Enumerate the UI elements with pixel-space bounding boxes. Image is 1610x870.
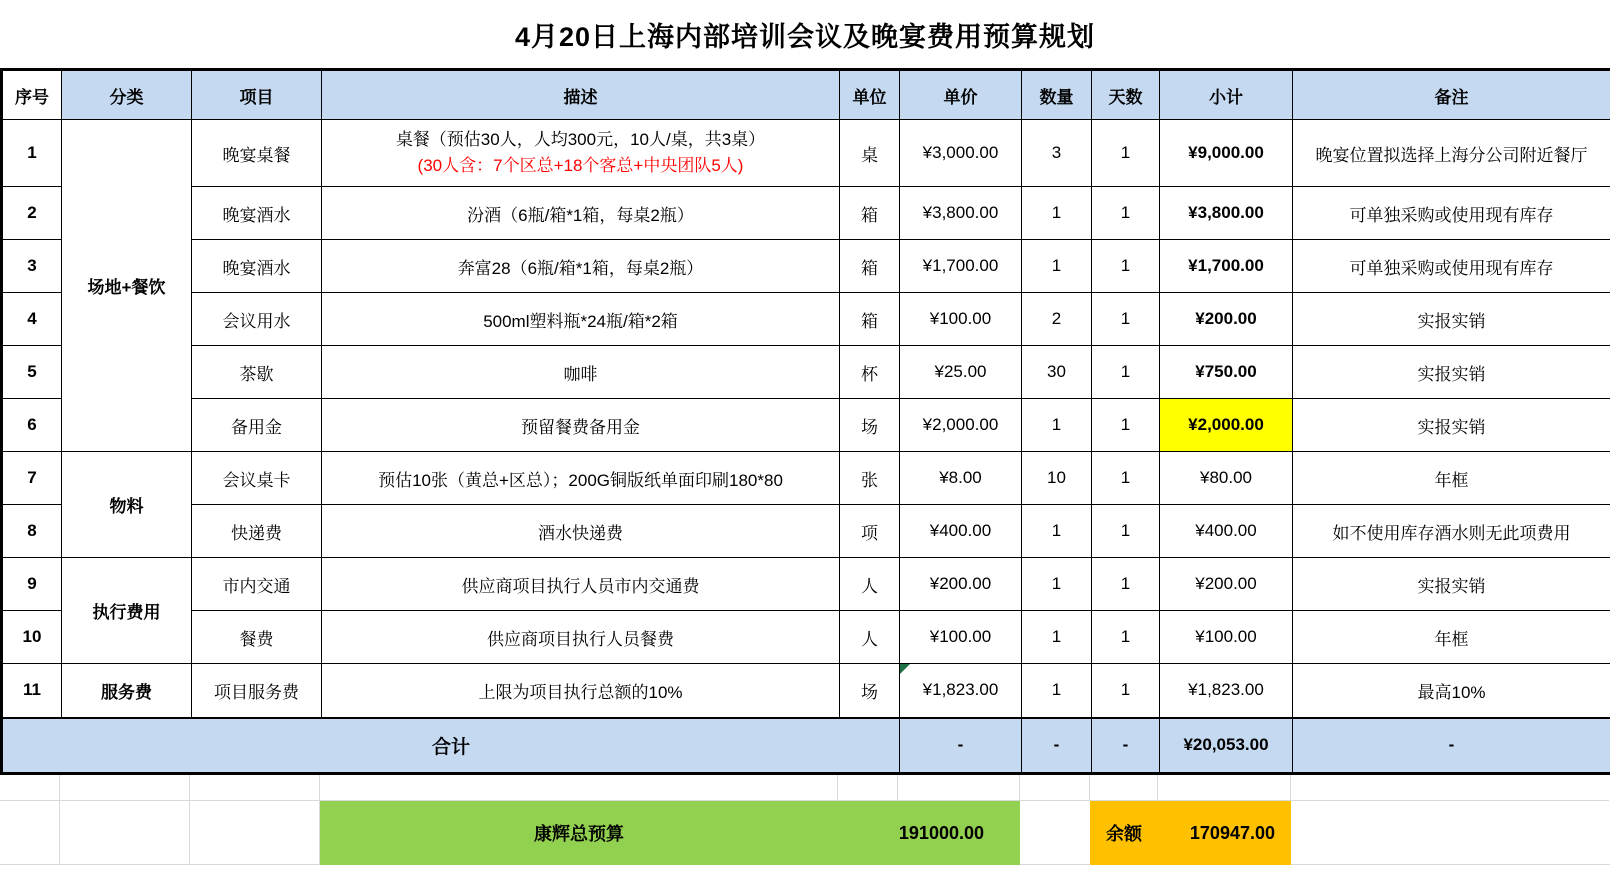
header-price[interactable]: 单价: [900, 70, 1022, 120]
desc-cell[interactable]: 供应商项目执行人员餐费: [322, 611, 840, 664]
subtotal-cell[interactable]: ¥1,700.00: [1160, 240, 1293, 293]
subtotal-cell[interactable]: ¥200.00: [1160, 558, 1293, 611]
item-cell[interactable]: 市内交通: [192, 558, 322, 611]
qty-cell[interactable]: 3: [1022, 120, 1092, 187]
header-no[interactable]: 序号: [2, 70, 62, 120]
excel-error-indicator-icon: [900, 664, 910, 674]
balance-label: 余额: [1106, 824, 1142, 844]
price-cell[interactable]: ¥100.00: [900, 293, 1022, 346]
no-cell[interactable]: 1: [2, 120, 62, 187]
item-cell[interactable]: 项目服务费: [192, 664, 322, 718]
desc-line1: 桌餐（预估30人，人均300元，10人/桌，共3桌）: [395, 129, 766, 149]
item-cell[interactable]: 茶歇: [192, 346, 322, 399]
unit-cell[interactable]: 人: [840, 558, 900, 611]
note-cell[interactable]: 晚宴位置拟选择上海分公司附近餐厅: [1293, 120, 1610, 187]
table-row: [2, 399, 1610, 452]
title-bar: [0, 0, 1610, 68]
desc-cell[interactable]: 预留餐费备用金: [322, 399, 840, 452]
unit-cell[interactable]: 项: [840, 505, 900, 558]
table-row: [2, 120, 1610, 187]
empty-cell[interactable]: [190, 801, 320, 865]
unit-cell[interactable]: 张: [840, 452, 900, 505]
qty-cell[interactable]: 1: [1022, 505, 1092, 558]
empty-cell[interactable]: [1291, 801, 1610, 865]
category-cell-service[interactable]: 服务费: [62, 664, 192, 718]
empty-grid-row: [0, 775, 1610, 801]
unit-cell[interactable]: 箱: [840, 187, 900, 240]
days-cell[interactable]: 1: [1092, 346, 1160, 399]
desc-cell[interactable]: 上限为项目执行总额的10%: [322, 664, 840, 718]
item-cell[interactable]: 晚宴酒水: [192, 240, 322, 293]
no-cell[interactable]: 7: [2, 452, 62, 505]
price-cell[interactable]: [900, 664, 1022, 718]
empty-cell[interactable]: [190, 775, 320, 801]
header-category[interactable]: 分类: [62, 70, 192, 120]
balance-cell[interactable]: [1090, 801, 1291, 865]
total-subtotal-cell[interactable]: ¥20,053.00: [1160, 718, 1293, 774]
total-label-cell[interactable]: 合计: [2, 718, 900, 774]
budget-table: [0, 68, 1610, 775]
qty-cell[interactable]: 1: [1022, 664, 1092, 718]
desc-cell[interactable]: 汾酒（6瓶/箱*1箱，每桌2瓶）: [322, 187, 840, 240]
header-note[interactable]: 备注: [1293, 70, 1610, 120]
note-cell[interactable]: 实报实销: [1293, 399, 1610, 452]
empty-cell[interactable]: [60, 801, 190, 865]
qty-cell[interactable]: 10: [1022, 452, 1092, 505]
no-cell[interactable]: 2: [2, 187, 62, 240]
days-cell[interactable]: 1: [1092, 611, 1160, 664]
days-cell[interactable]: 1: [1092, 399, 1160, 452]
total-qty-cell[interactable]: -: [1022, 718, 1092, 774]
unit-cell[interactable]: 人: [840, 611, 900, 664]
note-cell[interactable]: 可单独采购或使用现有库存: [1293, 187, 1610, 240]
item-cell[interactable]: 备用金: [192, 399, 322, 452]
subtotal-cell[interactable]: ¥400.00: [1160, 505, 1293, 558]
no-cell[interactable]: 10: [2, 611, 62, 664]
empty-cell[interactable]: [0, 801, 60, 865]
header-unit[interactable]: 单位: [840, 70, 900, 120]
unit-cell[interactable]: 桌: [840, 120, 900, 187]
days-cell[interactable]: 1: [1092, 293, 1160, 346]
header-desc[interactable]: 描述: [322, 70, 840, 120]
table-row: [2, 293, 1610, 346]
unit-cell[interactable]: 箱: [840, 240, 900, 293]
days-cell[interactable]: 1: [1092, 187, 1160, 240]
note-cell[interactable]: 实报实销: [1293, 293, 1610, 346]
table-row: [2, 187, 1610, 240]
table-row: [2, 558, 1610, 611]
total-days-cell[interactable]: -: [1092, 718, 1160, 774]
desc-cell[interactable]: 奔富28（6瓶/箱*1箱，每桌2瓶）: [322, 240, 840, 293]
subtotal-cell[interactable]: ¥3,800.00: [1160, 187, 1293, 240]
item-cell[interactable]: 晚宴酒水: [192, 187, 322, 240]
unit-cell[interactable]: 杯: [840, 346, 900, 399]
unit-cell[interactable]: 场: [840, 664, 900, 718]
price-cell[interactable]: ¥3,000.00: [900, 120, 1022, 187]
subtotal-cell[interactable]: ¥80.00: [1160, 452, 1293, 505]
empty-cell[interactable]: [0, 775, 60, 801]
header-item[interactable]: 项目: [192, 70, 322, 120]
no-cell[interactable]: 9: [2, 558, 62, 611]
price-cell[interactable]: ¥2,000.00: [900, 399, 1022, 452]
header-qty[interactable]: 数量: [1022, 70, 1092, 120]
no-cell[interactable]: 8: [2, 505, 62, 558]
days-cell[interactable]: 1: [1092, 240, 1160, 293]
unit-cell[interactable]: 箱: [840, 293, 900, 346]
table-row: [2, 664, 1610, 718]
qty-cell[interactable]: 1: [1022, 558, 1092, 611]
desc-cell[interactable]: 预估10张（黄总+区总）；200G铜版纸单面印刷180*80: [322, 452, 840, 505]
total-row: [2, 718, 1610, 774]
header-days[interactable]: 天数: [1092, 70, 1160, 120]
no-cell[interactable]: 5: [2, 346, 62, 399]
item-cell[interactable]: 晚宴桌餐: [192, 120, 322, 187]
qty-cell[interactable]: 1: [1022, 187, 1092, 240]
empty-cell[interactable]: [1090, 775, 1158, 801]
qty-cell[interactable]: 1: [1022, 399, 1092, 452]
summary-row: [0, 801, 1610, 865]
item-cell[interactable]: 会议用水: [192, 293, 322, 346]
unit-cell[interactable]: 场: [840, 399, 900, 452]
category-cell-execution[interactable]: 执行费用: [62, 558, 192, 664]
note-cell[interactable]: 可单独采购或使用现有库存: [1293, 240, 1610, 293]
note-cell[interactable]: 实报实销: [1293, 558, 1610, 611]
price-value: ¥1,823.00: [922, 680, 999, 700]
price-cell[interactable]: ¥8.00: [900, 452, 1022, 505]
empty-cell[interactable]: [838, 775, 898, 801]
no-cell[interactable]: 6: [2, 399, 62, 452]
days-cell[interactable]: 1: [1092, 558, 1160, 611]
item-cell[interactable]: 会议桌卡: [192, 452, 322, 505]
empty-cell[interactable]: [1020, 775, 1090, 801]
price-cell[interactable]: ¥200.00: [900, 558, 1022, 611]
desc-cell[interactable]: [322, 120, 840, 187]
item-cell[interactable]: 餐费: [192, 611, 322, 664]
subtotal-cell[interactable]: ¥750.00: [1160, 346, 1293, 399]
days-cell[interactable]: 1: [1092, 452, 1160, 505]
empty-cell[interactable]: [60, 775, 190, 801]
desc-cell[interactable]: 酒水快递费: [322, 505, 840, 558]
desc-cell[interactable]: 咖啡: [322, 346, 840, 399]
qty-cell[interactable]: 2: [1022, 293, 1092, 346]
total-budget-label: 康辉总预算: [534, 824, 624, 844]
total-budget-value: 191000.00: [898, 822, 984, 843]
table-row: [2, 505, 1610, 558]
table-row: [2, 452, 1610, 505]
total-note-cell[interactable]: -: [1293, 718, 1610, 774]
page-title: 4月20日上海内部培训会议及晚宴费用预算规划: [514, 21, 1096, 52]
days-cell[interactable]: 1: [1092, 505, 1160, 558]
empty-cell[interactable]: [1291, 775, 1609, 801]
no-cell[interactable]: 4: [2, 293, 62, 346]
desc-line2: (30人含：7个区总+18个客总+中央团队5人): [417, 156, 744, 175]
qty-cell[interactable]: 1: [1022, 611, 1092, 664]
subtotal-cell[interactable]: ¥100.00: [1160, 611, 1293, 664]
days-cell[interactable]: 1: [1092, 664, 1160, 718]
subtotal-cell-highlighted[interactable]: ¥2,000.00: [1160, 399, 1293, 452]
category-cell-materials[interactable]: 物料: [62, 452, 192, 558]
desc-cell[interactable]: 500ml塑料瓶*24瓶/箱*2箱: [322, 293, 840, 346]
empty-cell[interactable]: [898, 775, 1020, 801]
subtotal-cell[interactable]: ¥1,823.00: [1160, 664, 1293, 718]
price-cell[interactable]: ¥1,700.00: [900, 240, 1022, 293]
empty-cell[interactable]: [1020, 801, 1090, 865]
qty-cell[interactable]: 30: [1022, 346, 1092, 399]
header-row: [2, 70, 1610, 120]
no-cell[interactable]: 3: [2, 240, 62, 293]
price-cell[interactable]: ¥100.00: [900, 611, 1022, 664]
note-cell[interactable]: 如不使用库存酒水则无此项费用: [1293, 505, 1610, 558]
price-cell[interactable]: ¥400.00: [900, 505, 1022, 558]
days-cell[interactable]: 1: [1092, 120, 1160, 187]
table-row: [2, 240, 1610, 293]
price-cell[interactable]: ¥25.00: [900, 346, 1022, 399]
item-cell[interactable]: 快递费: [192, 505, 322, 558]
note-cell[interactable]: 年框: [1293, 452, 1610, 505]
note-cell[interactable]: 最高10%: [1293, 664, 1610, 718]
desc-cell[interactable]: 供应商项目执行人员市内交通费: [322, 558, 840, 611]
note-cell[interactable]: 实报实销: [1293, 346, 1610, 399]
subtotal-cell[interactable]: ¥9,000.00: [1160, 120, 1293, 187]
empty-cell[interactable]: [320, 775, 838, 801]
total-price-cell[interactable]: -: [900, 718, 1022, 774]
category-cell-venue[interactable]: 场地+餐饮: [62, 120, 192, 452]
price-cell[interactable]: ¥3,800.00: [900, 187, 1022, 240]
qty-cell[interactable]: 1: [1022, 240, 1092, 293]
balance-value: 170947.00: [1189, 822, 1275, 843]
empty-cell[interactable]: [1158, 775, 1291, 801]
table-row: [2, 611, 1610, 664]
total-budget-cell[interactable]: [320, 801, 1020, 865]
no-cell[interactable]: 11: [2, 664, 62, 718]
note-cell[interactable]: 年框: [1293, 611, 1610, 664]
table-row: [2, 346, 1610, 399]
header-subtotal[interactable]: 小计: [1160, 70, 1293, 120]
subtotal-cell[interactable]: ¥200.00: [1160, 293, 1293, 346]
